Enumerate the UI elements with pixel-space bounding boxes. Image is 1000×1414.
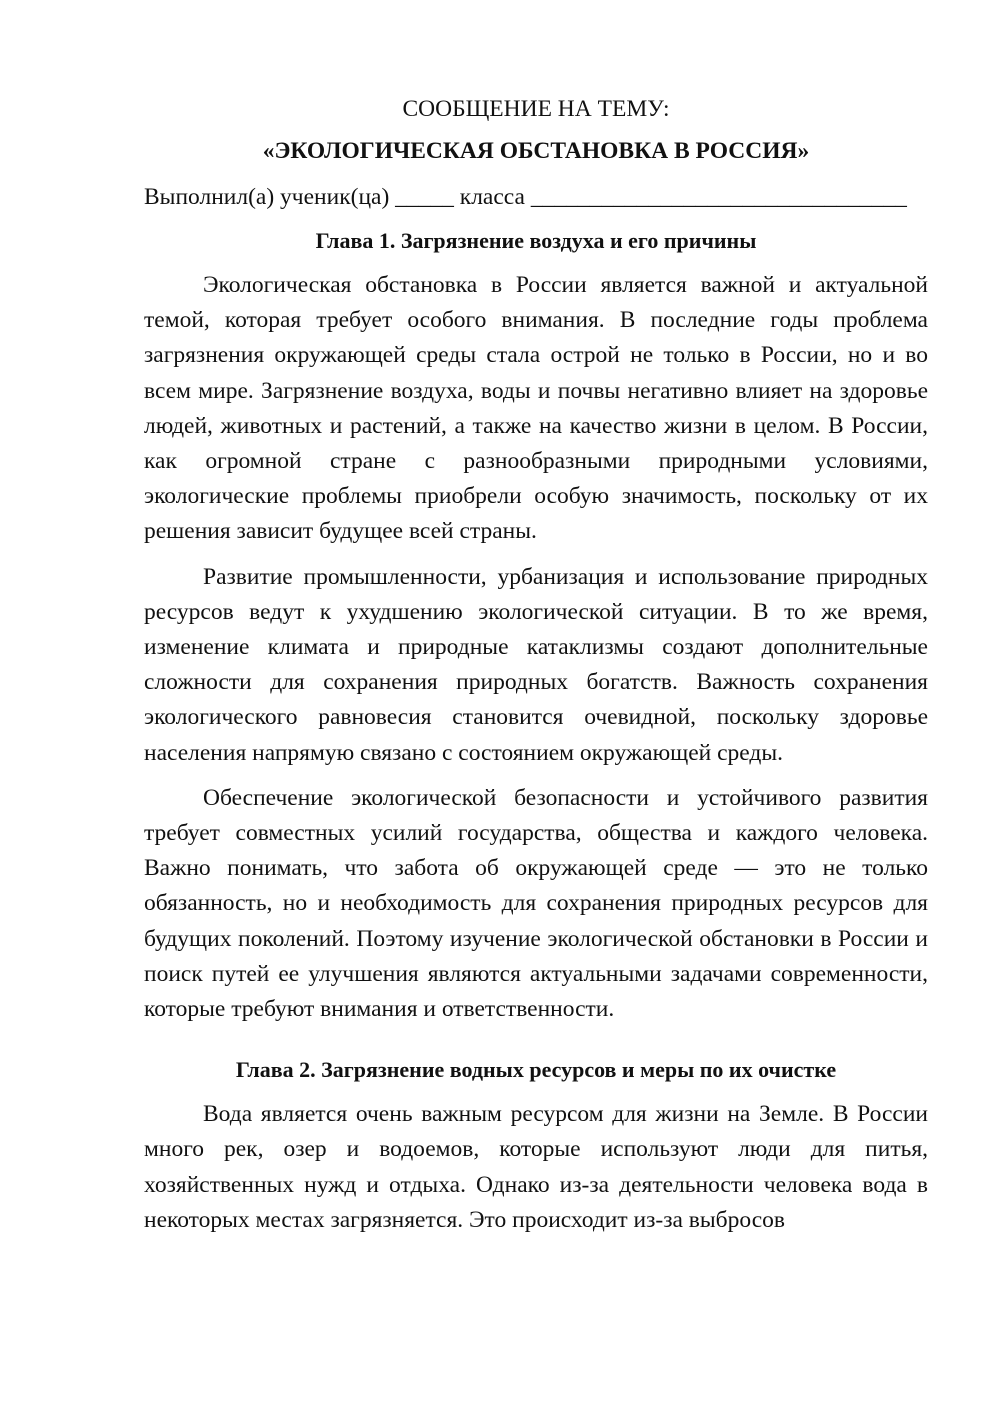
name-blank: ________________________________: [530, 184, 907, 210]
document-content: [144, 92, 928, 1248]
chapter-1-paragraph-1: Экологическая обстановка в России является важной и актуальной темой, которая требует особого внимания. В последние годы проблема загрязнения окружающей среды стала острой не только в России, но и во всем мире. Загрязнение воздуха, воды и почвы негативно влияет на здоровье людей, животных и растений, а также на качество жизни в целом. В России, как огромной стране с разнообразными природными условиями, экологические проблемы приобрели особую значимость, поскольку от их решения зависит будущее всей страны.: [144, 272, 928, 545]
document-title-line-2: «ЭКОЛОГИЧЕСКАЯ ОБСТАНОВКА В РОССИЯ»: [262, 138, 810, 164]
chapter-2-paragraph-1: Вода является очень важным ресурсом для жизни на Земле. В России много рек, озер и водоемов, которые используют люди для питья, хозяйственных нужд и отдыха. Однако из-за деятельности человека вода в некоторых местах загрязняется. Это происходит из-за выбросов: [144, 1101, 928, 1233]
document-title-line-1: СООБЩЕНИЕ НА ТЕМУ:: [402, 96, 670, 122]
class-blank: _____: [395, 184, 454, 210]
class-label: класса: [453, 184, 531, 210]
chapter-1-heading: Глава 1. Загрязнение воздуха и его причины: [315, 228, 757, 253]
chapter-1-paragraph-3: Обеспечение экологической безопасности и устойчивого развития требует совместных усилий государства, общества и каждого человека. Важно понимать, что забота об окружающей среде — это не только обязанность, но и необходимость для сохранения природных ресурсов для будущих поколений. Поэтому изучение экологической обстановки в России и поиск путей ее улучшения являются актуальными задачами современности, которые требуют внимания и ответственности.: [144, 784, 928, 1023]
author-prefix: Выполнил(а) ученик(ца): [144, 184, 396, 210]
author-line: [144, 180, 928, 214]
chapter-2-heading: Глава 2. Загрязнение водных ресурсов и меры по их очистке: [235, 1057, 837, 1083]
chapter-1-paragraph-2: Развитие промышленности, урбанизация и использование природных ресурсов ведут к ухудшению экологической ситуации. В то же время, изменение климата и природные катаклизмы создают дополнительные сложности для сохранения природных богатств. Важность сохранения экологического равновесия становится очевидной, поскольку здоровье населения напрямую связано с состоянием окружающей среды.: [144, 563, 928, 766]
